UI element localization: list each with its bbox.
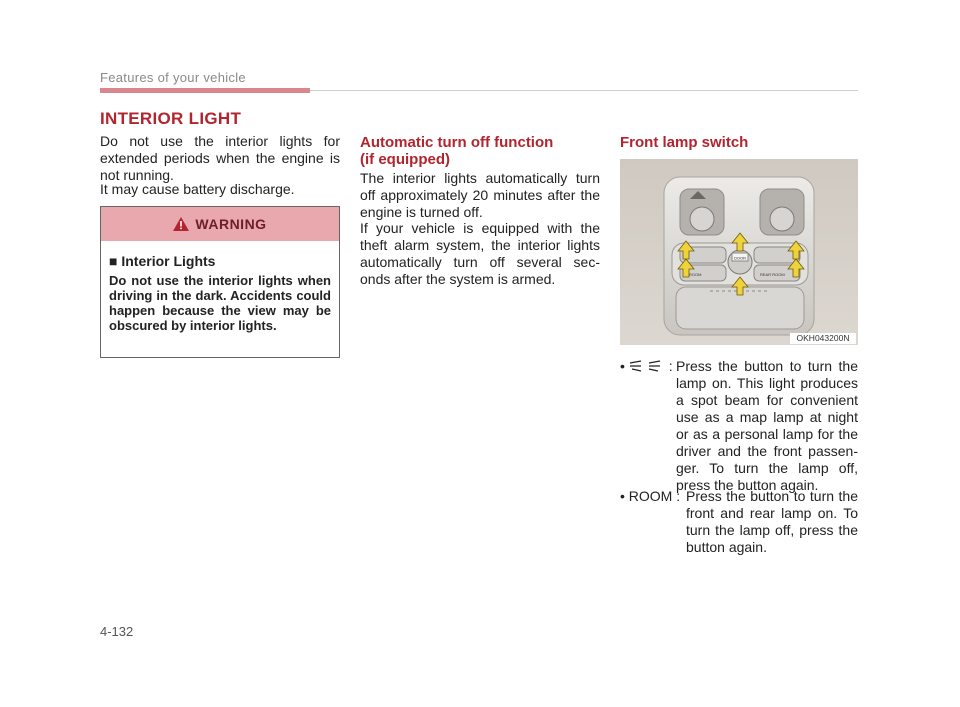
bullet-room-text: Press the button to turn the front and rear lamp on. To turn the lamp off, press the button again. [686,488,858,555]
image-code: OKH043200N [790,333,856,344]
page-title: INTERIOR LIGHT [100,109,242,128]
warning-triangle-icon [173,217,189,231]
room-button-label: ROOM [689,272,702,277]
map-lamp-icon [629,359,665,373]
bullet-room [620,488,858,556]
warning-header [101,207,339,241]
square-bullet-icon: ■ [109,253,122,269]
bullet-dot: • [620,358,629,374]
overhead-console-illustration [620,159,858,345]
section-label: Features of your vehicle [100,70,246,85]
bullet-room-term: ROOM : [628,488,681,504]
bullet-map-lamp [620,358,858,494]
bullet-map-lamp-term: : [668,358,673,374]
header-accent-rule [100,88,310,93]
auto-off-heading-line2: (if equipped) [360,151,450,168]
warning-box [100,206,340,358]
front-lamp-heading: Front lamp switch [620,134,749,151]
bullet-dot: • [620,488,629,504]
overhead-console-photo [620,159,858,345]
page-number: 4-132 [100,624,134,639]
warning-subtitle-text: Interior Lights [121,253,216,269]
rear-room-button-label: REAR ROOM [760,272,785,277]
auto-off-paragraph-2: If your vehicle is equipped with the theft alarm system, the interior lights automatically turn off several sec- onds after the system is armed. [360,220,600,287]
intro-note: It may cause battery discharge. [100,181,295,197]
auto-off-paragraph-1: The interior lights automatically turn off approximately 20 minutes after the engine is turned off. [360,170,600,220]
door-button-label: DOOR [734,255,746,261]
warning-text: Do not use the interior lights when driving in the dark. Accidents could happen because the view may be obscured by interior lights. [109,273,331,333]
header-divider [310,90,858,91]
warning-subtitle [109,253,339,269]
auto-off-heading [360,134,600,168]
intro-paragraph: Do not use the interior lights for extended periods when the engine is not running. [100,133,340,183]
warning-label: WARNING [195,216,267,232]
auto-off-heading-line1: Automatic turn off function [360,134,554,151]
bullet-map-lamp-text: Press the button to turn the lamp on. This light produces a spot beam for convenient use as a map lamp at night or as a personal lamp for the driver and the front passen- ger. To turn the lamp off, press the button again. [676,358,858,493]
